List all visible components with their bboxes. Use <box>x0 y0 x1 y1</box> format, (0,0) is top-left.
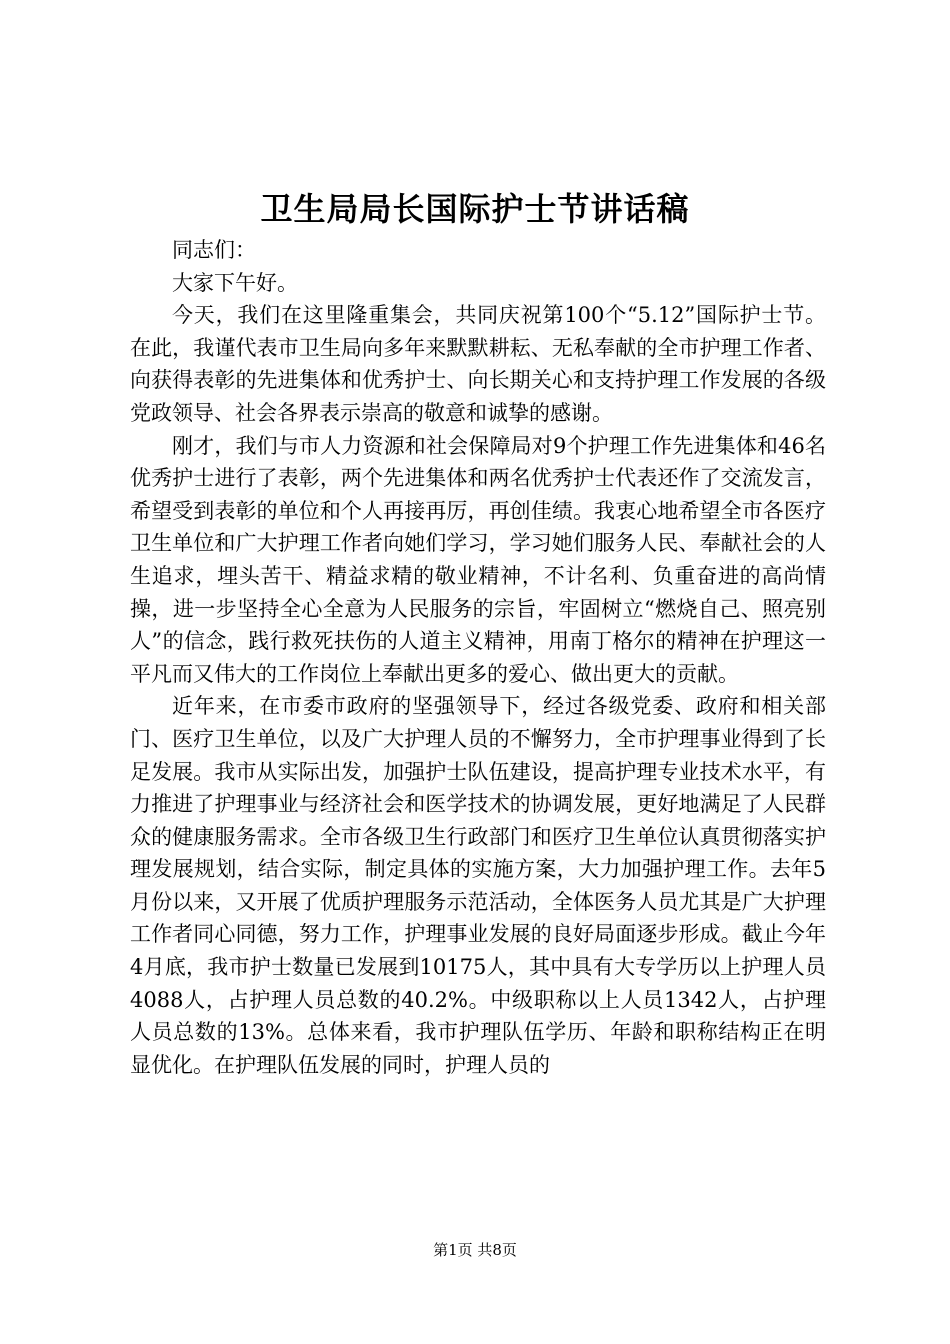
paragraph-greeting: 大家下午好。 <box>172 270 298 295</box>
paragraph-development: 近年来，在市委市政府的坚强领导下，经过各级党委、政府和相关部门、医疗卫生单位，以及广大护理人员的不懈努力，全市护理事业得到了长足发展。我市从实际出发，加强护士队伍建设，提高护理专业技术水平，有力推进了护理事业与经济社会和医学技术的协调发展，更好地满足了人民群众的健康服务需求。全市各级卫生行政部门和医疗卫生单位认真贯彻落实护理发展规划，结合实际，制定具体的实施方案，大力加强护理工作。去年5月份以来，又开展了优质护理服务示范活动，全体医务人员尤其是广大护理工作者同心同德，努力工作，护理事业发展的良好局面逐步形成。截止今年4月底，我市护士数量已发展到10175人，其中具有大专学历以上护理人员4088人，占护理人员总数的40.2%。中级职称以上人员1342人，占护理人员总数的13%。总体来看，我市护理队伍学历、年龄和职称结构正在明显优化。在护理队伍发展的同时，护理人员的 <box>130 694 826 1077</box>
document-body <box>130 234 826 1081</box>
paragraph-commendation: 刚才，我们与市人力资源和社会保障局对9个护理工作先进集体和46名优秀护士进行了表彰，两个先进集体和两名优秀护士代表还作了交流发言，希望受到表彰的单位和个人再接再厉，再创佳绩。我衷心地希望全市各医疗卫生单位和广大护理工作者向她们学习，学习她们服务人民、奉献社会的人生追求，埋头苦干、精益求精的敬业精神，不计名利、负重奋进的高尚情操，进一步坚持全心全意为人民服务的宗旨，牢固树立“燃烧自己、照亮别人”的信念，践行救死扶伤的人道主义精神，用南丁格尔的精神在护理这一平凡而又伟大的工作岗位上奉献出更多的爱心、做出更大的贡献。 <box>130 433 826 686</box>
document-title: 卫生局局长国际护士节讲话稿 <box>260 190 690 228</box>
paragraph-salutation: 同志们： <box>172 238 256 262</box>
page-number-footer: 第1页 共8页 <box>433 1241 517 1259</box>
paragraph-opening: 今天，我们在这里隆重集会，共同庆祝第100个“5.12”国际护士节。在此，我谨代表市卫生局向多年来默默耕耘、无私奉献的全市护理工作者、向获得表彰的先进集体和优秀护士、向长期关心和支持护理工作发展的各级党政领导、社会各界表示崇高的敬意和诚挚的感谢。 <box>130 303 826 425</box>
